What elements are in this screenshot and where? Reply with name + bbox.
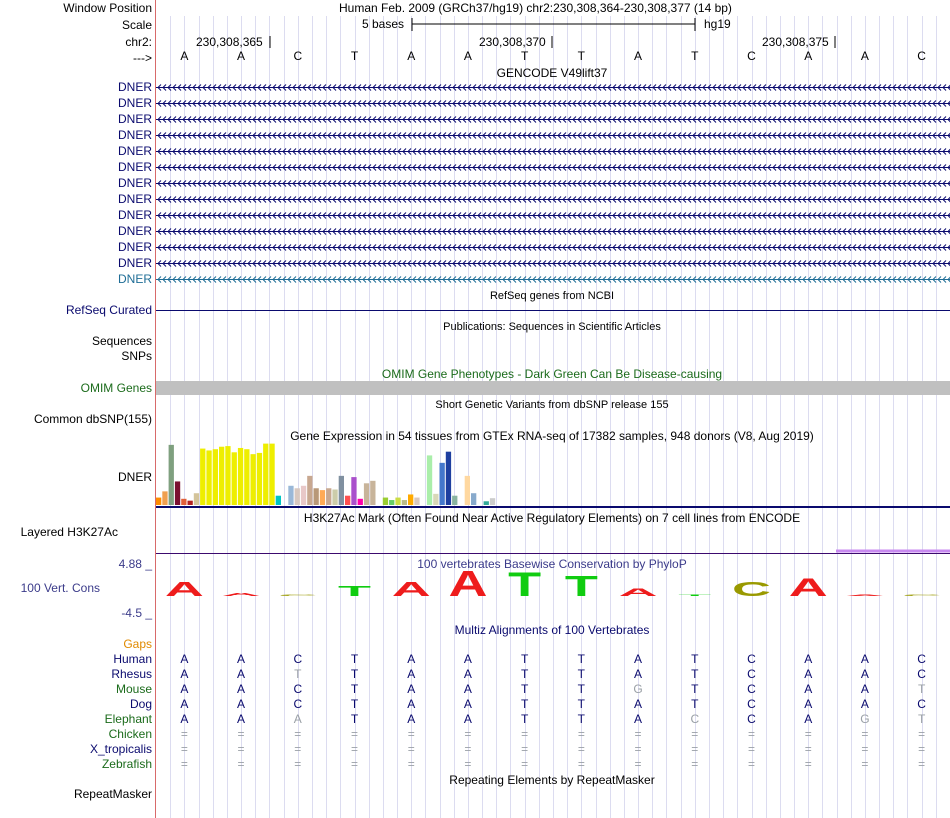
alignment-base: =	[634, 742, 642, 756]
alignment-base: =	[918, 727, 926, 741]
gencode-transcript-label[interactable]: DNER	[117, 112, 152, 126]
gtex-bar	[175, 481, 180, 505]
gencode-transcript-label[interactable]: DNER	[117, 176, 152, 190]
gtex-bar	[169, 445, 174, 505]
alignment-base: =	[180, 727, 188, 741]
alignment-base: =	[464, 757, 472, 771]
phylop-letter: A	[164, 577, 204, 601]
gtex-bar	[269, 444, 274, 505]
dbsnp-label[interactable]: Common dbSNP(155)	[33, 412, 152, 426]
alignment-base: =	[804, 757, 812, 771]
gaps-label: Gaps	[123, 637, 152, 651]
alignment-base: =	[521, 757, 529, 771]
phylop-label[interactable]: 100 Vert. Cons	[20, 581, 100, 595]
species-label[interactable]: Human	[113, 652, 152, 666]
gtex-bar	[219, 447, 224, 505]
alignment-base: =	[691, 727, 699, 741]
omim-label[interactable]: OMIM Genes	[80, 381, 152, 395]
gtex-bar	[257, 453, 262, 505]
ruler-base: T	[350, 49, 359, 63]
alignment-base: =	[804, 742, 812, 756]
gtex-bar	[402, 500, 407, 505]
chrom-label: chr2:	[125, 35, 152, 49]
browser-title: Human Feb. 2009 (GRCh37/hg19) chr2:230,308,364-230,308,377 (14 bp)	[339, 1, 732, 15]
alignment-base: C	[293, 697, 303, 711]
species-label[interactable]: X_tropicalis	[89, 742, 152, 756]
gtex-bar	[314, 488, 319, 505]
alignment-base: G	[860, 712, 870, 726]
alignment-base: T	[520, 667, 529, 681]
gtex-bar	[156, 498, 161, 505]
alignment-base: =	[294, 727, 302, 741]
phylop-letter: A	[618, 586, 658, 599]
ruler-base: C	[917, 49, 926, 63]
gtex-bar	[358, 499, 363, 505]
alignment-base: A	[180, 682, 189, 696]
alignment-base: =	[407, 757, 415, 771]
gtex-bar	[414, 498, 419, 505]
alignment-base: =	[918, 742, 926, 756]
alignment-base: =	[918, 757, 926, 771]
alignment-base: A	[804, 697, 813, 711]
alignment-base: =	[747, 757, 755, 771]
phylop-max-label: 4.88 _	[118, 557, 152, 571]
alignment-base: =	[747, 742, 755, 756]
position-3: 230,308,375	[762, 35, 829, 49]
omim-title: OMIM Gene Phenotypes - Dark Green Can Be Disease-causing	[381, 367, 723, 381]
phylop-letter: A	[221, 592, 261, 598]
alignment-base: =	[634, 757, 642, 771]
alignment-base: =	[180, 757, 188, 771]
alignment-base: A	[634, 667, 643, 681]
gtex-bar	[484, 501, 489, 505]
alignment-base: T	[577, 712, 586, 726]
gencode-transcript-label[interactable]: DNER	[117, 80, 152, 94]
alignment-base: A	[463, 712, 472, 726]
alignment-base: T	[917, 712, 926, 726]
ruler-base: T	[577, 49, 586, 63]
alignment-base: T	[577, 667, 586, 681]
ruler-base: A	[860, 49, 869, 63]
phylop-letter: A	[788, 573, 828, 602]
alignment-base: =	[521, 727, 529, 741]
alignment-base: =	[180, 742, 188, 756]
alignment-base: A	[860, 697, 869, 711]
alignment-base: =	[577, 757, 585, 771]
alignment-base: T	[294, 667, 302, 681]
gencode-transcript-label[interactable]: DNER	[117, 160, 152, 174]
alignment-base: =	[464, 727, 472, 741]
ruler-base: C	[293, 49, 303, 63]
gencode-title: GENCODE V49lift37	[496, 66, 608, 80]
alignment-base: C	[293, 652, 303, 666]
alignment-base: T	[691, 652, 699, 666]
gtex-bar	[465, 476, 470, 505]
gtex-bar	[232, 452, 237, 505]
alignment-base: =	[691, 757, 699, 771]
alignment-base: =	[350, 757, 358, 771]
phylop-title: 100 vertebrates Basewise Conservation by PhyloP	[417, 557, 687, 571]
publications-title: Publications: Sequences in Scientific Articles	[443, 321, 661, 333]
alignment-base: G	[633, 682, 643, 696]
gtex-bar	[244, 449, 249, 505]
phylop-letter: T	[564, 570, 598, 603]
alignment-base: =	[294, 742, 302, 756]
omim-bar	[156, 381, 950, 395]
alignment-base: A	[407, 697, 416, 711]
phylop-letter: C	[902, 594, 942, 597]
alignment-base: A	[634, 712, 643, 726]
ruler-base: A	[237, 49, 246, 63]
phylop-letter: A	[448, 562, 488, 604]
alignment-base: =	[691, 742, 699, 756]
alignment-base: C	[747, 652, 756, 666]
dbsnp-title: Short Genetic Variants from dbSNP release 155	[435, 399, 669, 411]
ruler-base: T	[691, 49, 699, 63]
alignment-base: T	[520, 652, 529, 666]
alignment-base: =	[861, 757, 869, 771]
gtex-bar	[194, 493, 199, 505]
alignment-base: A	[860, 652, 869, 666]
alignment-base: A	[407, 682, 416, 696]
alignment-base: C	[917, 697, 926, 711]
gtex-bar	[446, 452, 451, 505]
gtex-bar	[326, 488, 331, 505]
alignment-base: T	[691, 697, 699, 711]
gtex-bar	[251, 454, 256, 505]
ruler-base: A	[407, 49, 416, 63]
alignment-base: T	[577, 697, 586, 711]
alignment-base: C	[747, 682, 756, 696]
gtex-bar	[162, 491, 167, 505]
gtex-bar	[389, 500, 394, 505]
alignment-base: A	[237, 712, 246, 726]
alignment-base: A	[180, 667, 189, 681]
repeatmasker-title: Repeating Elements by RepeatMasker	[449, 773, 655, 787]
alignment-base: T	[350, 682, 359, 696]
species-label[interactable]: Chicken	[108, 727, 152, 741]
gtex-bar	[188, 501, 193, 505]
refseq-label[interactable]: RefSeq Curated	[65, 303, 152, 317]
gtex-bar	[370, 481, 375, 505]
alignment-base: A	[180, 697, 189, 711]
track-image[interactable]	[156, 0, 950, 818]
ruler-base: A	[180, 49, 189, 63]
alignment-base: A	[463, 652, 472, 666]
alignment-base: C	[917, 652, 926, 666]
assembly-label: hg19	[704, 17, 731, 31]
species-label[interactable]: Rhesus	[111, 667, 152, 681]
alignment-base: A	[293, 712, 302, 726]
alignment-base: A	[463, 667, 472, 681]
alignment-base: A	[180, 652, 189, 666]
gtex-bar	[200, 449, 205, 505]
gtex-bar	[213, 449, 218, 505]
alignment-base: A	[237, 667, 246, 681]
ruler-base: A	[463, 49, 472, 63]
alignment-base: T	[520, 697, 529, 711]
alignment-base: C	[690, 712, 700, 726]
gtex-bar	[225, 446, 230, 505]
alignment-base: A	[860, 667, 869, 681]
alignment-base: T	[350, 652, 359, 666]
gtex-bar	[383, 498, 388, 505]
alignment-base: T	[691, 667, 699, 681]
gtex-bar	[427, 455, 432, 505]
ruler-base: T	[520, 49, 529, 63]
gencode-transcript-label[interactable]: DNER	[117, 272, 152, 286]
alignment-base: =	[350, 727, 358, 741]
alignment-base: =	[577, 742, 585, 756]
alignment-base: =	[237, 727, 245, 741]
alignment-base: =	[407, 742, 415, 756]
alignment-base: =	[747, 727, 755, 741]
gtex-bar	[307, 476, 312, 505]
alignment-base: =	[861, 727, 869, 741]
gtex-bar	[276, 496, 281, 505]
alignment-base: A	[463, 682, 472, 696]
alignment-base: A	[237, 682, 246, 696]
gtex-bar	[351, 477, 356, 505]
gtex-bar	[295, 488, 300, 505]
species-label[interactable]: Zebrafish	[101, 757, 152, 771]
alignment-base: =	[294, 757, 302, 771]
alignment-base: A	[463, 697, 472, 711]
alignment-base: =	[861, 742, 869, 756]
phylop-min-label: -4.5 _	[121, 606, 152, 620]
alignment-base: C	[293, 682, 303, 696]
multiz-title: Multiz Alignments of 100 Vertebrates	[454, 623, 650, 637]
phylop-letter: A	[845, 594, 885, 597]
h3k27ac-title: H3K27Ac Mark (Often Found Near Active Regulatory Elements) on 7 cell lines from ENCODE	[303, 511, 801, 525]
alignment-base: A	[407, 652, 416, 666]
alignment-base: A	[407, 667, 416, 681]
phylop-letter: T	[678, 594, 712, 597]
species-label[interactable]: Elephant	[104, 712, 152, 726]
phylop-letter: C	[278, 594, 318, 597]
gtex-bar	[332, 490, 337, 506]
gtex-bar	[440, 463, 445, 505]
gtex-gene-label[interactable]: DNER	[117, 470, 152, 484]
alignment-base: A	[237, 652, 246, 666]
gencode-transcript-label[interactable]: DNER	[117, 208, 152, 222]
position-2: 230,308,370	[479, 35, 546, 49]
gtex-bar	[408, 494, 413, 505]
strand-label: --->	[133, 51, 152, 65]
species-label[interactable]: Mouse	[115, 682, 152, 696]
alignment-base: =	[634, 727, 642, 741]
alignment-base: T	[350, 712, 359, 726]
alignment-base: C	[747, 712, 756, 726]
alignment-base: C	[917, 667, 926, 681]
phylop-letter: A	[391, 577, 431, 601]
alignment-base: A	[634, 652, 643, 666]
alignment-base: T	[520, 712, 529, 726]
species-label[interactable]: Dog	[129, 697, 152, 711]
alignment-base: =	[804, 727, 812, 741]
alignment-base: A	[804, 652, 813, 666]
gtex-bar	[364, 483, 369, 505]
gtex-bar	[490, 498, 495, 505]
alignment-base: A	[634, 697, 643, 711]
track-label-column	[0, 0, 155, 818]
phylop-letter: T	[338, 582, 371, 600]
alignment-base: T	[691, 682, 699, 696]
ruler-base: A	[804, 49, 813, 63]
alignment-base: A	[180, 712, 189, 726]
gtex-title: Gene Expression in 54 tissues from GTEx RNA-seq of 17382 samples, 948 donors (V8, Aug 2019)	[290, 429, 814, 443]
window-position-label: Window Position	[63, 1, 152, 15]
alignment-base: =	[350, 742, 358, 756]
alignment-base: =	[237, 742, 245, 756]
alignment-base: T	[577, 682, 586, 696]
alignment-base: A	[860, 682, 869, 696]
alignment-base: A	[804, 712, 813, 726]
gencode-transcript-label[interactable]: DNER	[117, 96, 152, 110]
position-1: 230,308,365	[196, 35, 263, 49]
gtex-bar	[395, 498, 400, 505]
refseq-title: RefSeq genes from NCBI	[489, 290, 615, 302]
ruler-base: A	[634, 49, 643, 63]
alignment-base: A	[804, 667, 813, 681]
gtex-bar	[301, 486, 306, 505]
scale-text: 5 bases	[362, 17, 405, 31]
gencode-transcript-label[interactable]: DNER	[117, 192, 152, 206]
alignment-base: =	[521, 742, 529, 756]
gencode-transcript-label[interactable]: DNER	[117, 144, 152, 158]
gtex-bar	[181, 499, 186, 505]
snps-label[interactable]: SNPs	[121, 349, 152, 363]
gtex-bar	[345, 496, 350, 505]
repeatmasker-label[interactable]: RepeatMasker	[73, 787, 152, 801]
phylop-letter: T	[508, 564, 542, 604]
alignment-base: T	[350, 697, 359, 711]
gtex-bar	[238, 448, 243, 505]
alignment-base: =	[464, 742, 472, 756]
gtex-bar	[320, 490, 325, 505]
gencode-transcript-label[interactable]: DNER	[117, 240, 152, 254]
alignment-base: =	[577, 727, 585, 741]
alignment-base: =	[237, 757, 245, 771]
scale-label: Scale	[121, 18, 152, 32]
gencode-transcript-label[interactable]: DNER	[117, 256, 152, 270]
alignment-base: T	[520, 682, 529, 696]
alignment-base: C	[747, 697, 756, 711]
alignment-base: A	[237, 697, 246, 711]
alignment-base: T	[917, 682, 926, 696]
gencode-transcript-label[interactable]: DNER	[117, 224, 152, 238]
alignment-base: C	[747, 667, 756, 681]
h3k27ac-label[interactable]: Layered H3K27Ac	[20, 525, 118, 539]
alignment-base: =	[407, 727, 415, 741]
gtex-bar	[452, 496, 457, 505]
gtex-bar	[288, 486, 293, 505]
gtex-bar	[206, 450, 211, 505]
gtex-bar	[433, 494, 438, 505]
alignment-base: T	[577, 652, 586, 666]
phylop-letter: C	[732, 577, 771, 601]
alignment-base: A	[407, 712, 416, 726]
gencode-transcript-label[interactable]: DNER	[117, 128, 152, 142]
ruler-base: C	[747, 49, 756, 63]
gtex-bar	[339, 476, 344, 505]
gtex-bar	[471, 493, 476, 505]
alignment-base: A	[804, 682, 813, 696]
publications-label[interactable]: Sequences	[91, 334, 152, 348]
gtex-bar	[263, 444, 268, 505]
gtex-bars	[156, 444, 495, 505]
alignment-base: T	[350, 667, 359, 681]
